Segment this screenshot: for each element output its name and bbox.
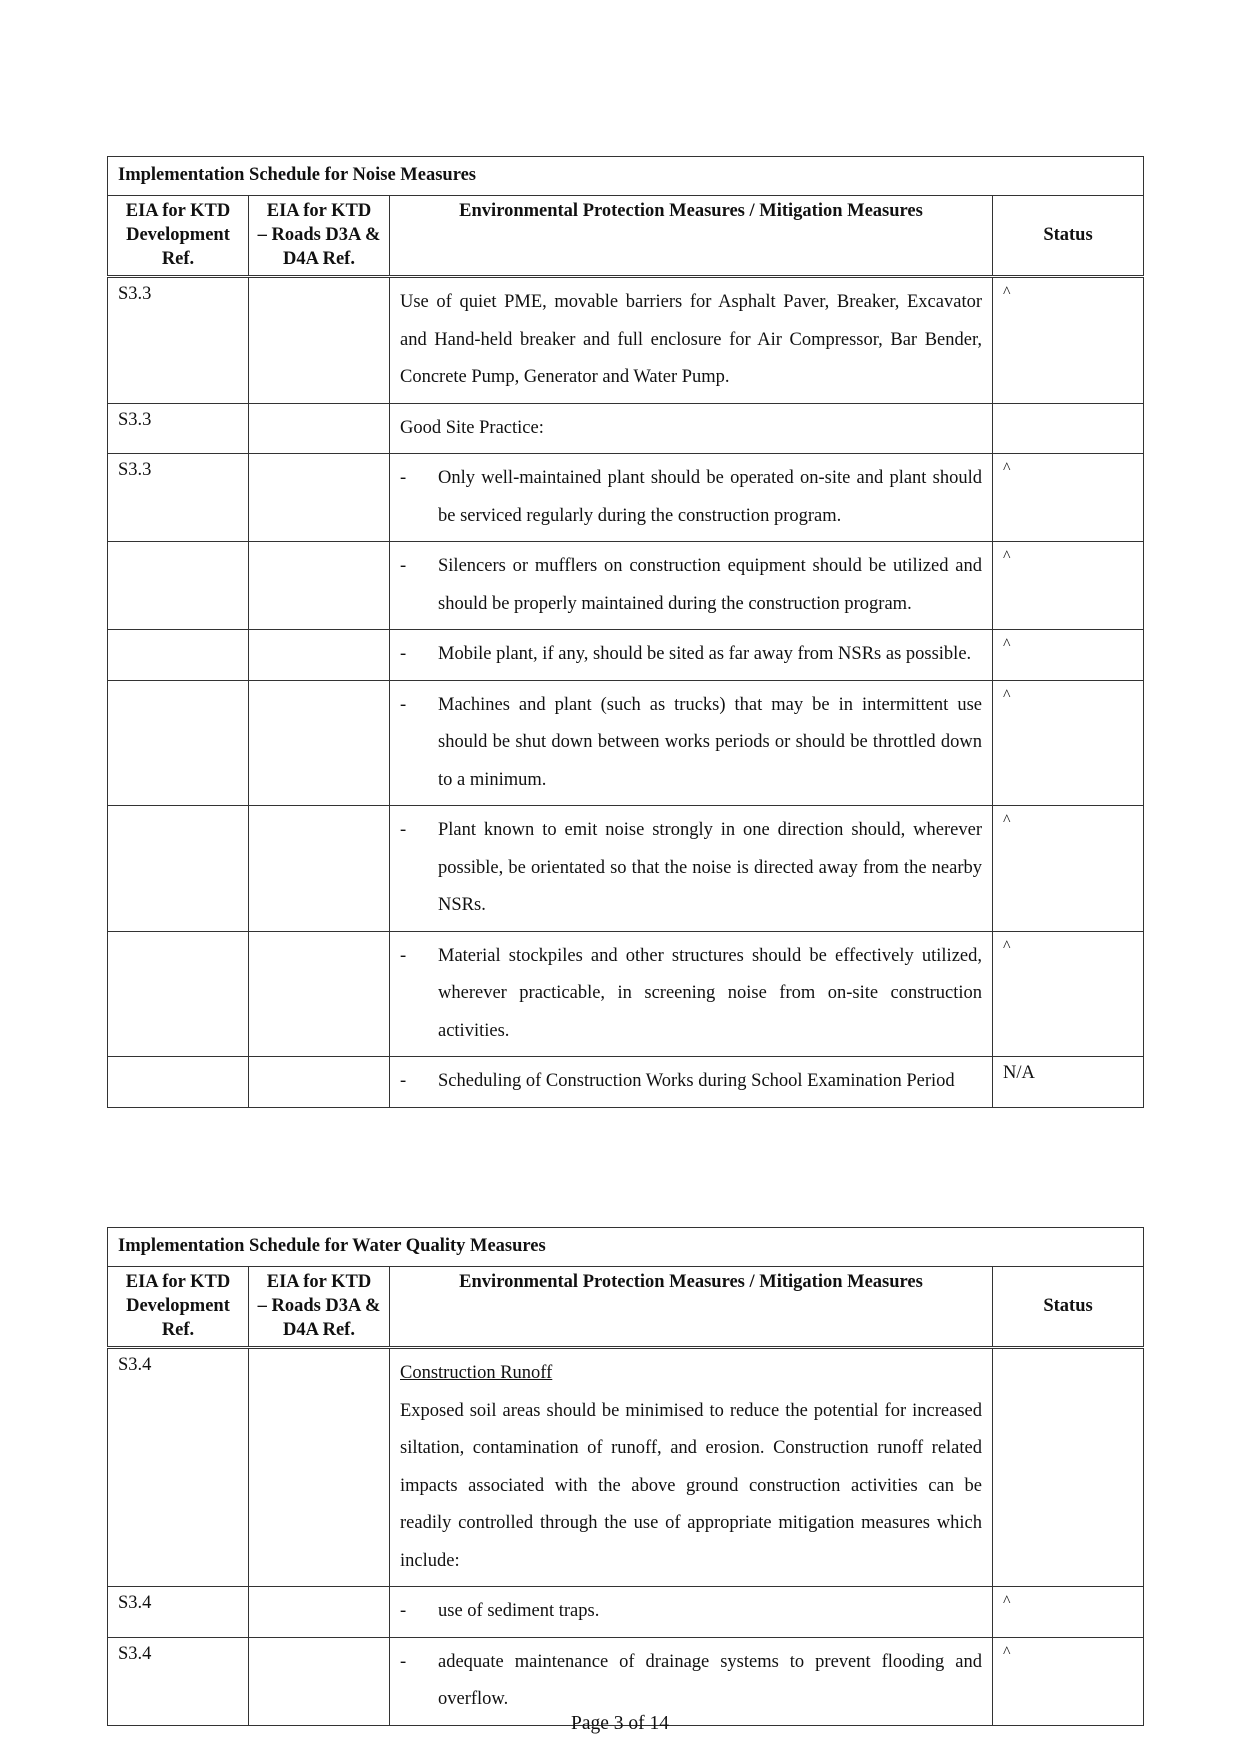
- ktd-development-ref: [108, 931, 249, 1057]
- bullet-dash: -: [400, 556, 407, 576]
- measure-cell: [390, 454, 993, 542]
- header-ref2-rest: – Roads D3A & D4A Ref.: [257, 225, 381, 269]
- bullet-item: [400, 687, 982, 800]
- roads-ref: [249, 1587, 390, 1638]
- status-cell: ^: [993, 1587, 1144, 1638]
- bullet-item: [400, 1063, 982, 1101]
- header-eia-roads-ref: [249, 196, 390, 277]
- measure-text: adequate maintenance of drainage systems to prevent flooding and overflow.: [438, 1651, 982, 1709]
- ktd-development-ref: S3.3: [108, 454, 249, 542]
- roads-ref: [249, 403, 390, 454]
- table-row: [108, 1637, 1144, 1725]
- water-quality-measures-table: [107, 1227, 1144, 1726]
- ktd-development-ref: [108, 680, 249, 806]
- ktd-development-ref: S3.3: [108, 403, 249, 454]
- header-status: Status: [993, 196, 1144, 277]
- table-row: [108, 1348, 1144, 1587]
- roads-ref: [249, 630, 390, 681]
- table-row: [108, 454, 1144, 542]
- ktd-development-ref: S3.4: [108, 1587, 249, 1638]
- noise-measures-table: [107, 156, 1144, 1108]
- status-cell: ^: [993, 806, 1144, 932]
- roads-ref: [249, 931, 390, 1057]
- status-cell: ^: [993, 277, 1144, 404]
- measure-cell: [390, 1348, 993, 1587]
- status-cell: ^: [993, 630, 1144, 681]
- status-cell: [993, 403, 1144, 454]
- page-number: Page 3 of 14: [570, 1713, 670, 1734]
- table-row: [108, 630, 1144, 681]
- table-title: Implementation Schedule for Water Quality Measures: [108, 1228, 1144, 1267]
- bullet-dash: -: [400, 820, 407, 840]
- bullet-item: [400, 636, 982, 674]
- bullet-item: [400, 938, 982, 1051]
- table-row: [108, 680, 1144, 806]
- ktd-development-ref: [108, 1057, 249, 1108]
- bullet-dash: -: [400, 1651, 407, 1672]
- measure-text: Silencers or mufflers on construction equipment should be utilized and should be properly maintained during the construction program.: [438, 556, 982, 614]
- ktd-development-ref: [108, 630, 249, 681]
- bullet-dash: -: [400, 644, 407, 664]
- ktd-development-ref: S3.4: [108, 1637, 249, 1725]
- header-eia-ktd-development-ref: EIA for KTD Development Ref.: [108, 1267, 249, 1348]
- measure-cell: [390, 680, 993, 806]
- status-cell: [993, 1348, 1144, 1587]
- header-ref2-line1: EIA for KTD: [266, 1272, 372, 1292]
- bullet-item: [400, 812, 982, 925]
- ktd-development-ref: S3.3: [108, 277, 249, 404]
- table-title: Implementation Schedule for Noise Measures: [108, 157, 1144, 196]
- measure-text: Exposed soil areas should be minimised to reduce the potential for increased siltation, contamination of runoff, and erosion. Construction runoff related impacts associated with the above ground construction activities can be readily controlled through the use of appropriate mitigation measures which include:: [400, 1400, 982, 1571]
- measure-text: Scheduling of Construction Works during School Examination Period: [438, 1071, 955, 1091]
- roads-ref: [249, 1348, 390, 1587]
- header-eia-roads-ref: [249, 1267, 390, 1348]
- header-measures: Environmental Protection Measures / Mitigation Measures: [390, 196, 993, 277]
- measure-cell: [390, 403, 993, 454]
- bullet-item: [400, 460, 982, 535]
- measure-text: Mobile plant, if any, should be sited as far away from NSRs as possible.: [438, 644, 972, 664]
- bullet-dash: -: [400, 468, 407, 488]
- measure-cell: [390, 542, 993, 630]
- table-row: [108, 403, 1144, 454]
- measure-text: Use of quiet PME, movable barriers for Asphalt Paver, Breaker, Excavator and Hand-held breaker and full enclosure for Air Compressor, Bar Bender, Concrete Pump, Generator and Water Pump.: [400, 292, 982, 387]
- status-cell: ^: [993, 931, 1144, 1057]
- bullet-dash: -: [400, 945, 407, 966]
- measure-text: Plant known to emit noise strongly in one direction should, wherever possible, be orientated so that the noise is directed away from the nearby NSRs.: [438, 820, 982, 915]
- status-cell: ^: [993, 454, 1144, 542]
- measure-text: use of sediment traps.: [438, 1601, 600, 1621]
- ktd-development-ref: [108, 542, 249, 630]
- header-ref2-line1: EIA for KTD: [266, 201, 372, 221]
- roads-ref: [249, 1057, 390, 1108]
- measure-text: Only well-maintained plant should be operated on-site and plant should be serviced regularly during the construction program.: [438, 468, 982, 526]
- measure-cell: [390, 1057, 993, 1108]
- measure-cell: [390, 277, 993, 404]
- table-row: [108, 1057, 1144, 1108]
- header-measures: Environmental Protection Measures / Mitigation Measures: [390, 1267, 993, 1348]
- bullet-item: [400, 548, 982, 623]
- measure-text: Good Site Practice:: [400, 417, 544, 438]
- bullet-item: [400, 1593, 982, 1631]
- measure-cell: [390, 806, 993, 932]
- measure-cell: [390, 1637, 993, 1725]
- status-cell: ^: [993, 1637, 1144, 1725]
- table-row: [108, 277, 1144, 404]
- status-cell: ^: [993, 542, 1144, 630]
- table-row: [108, 542, 1144, 630]
- measure-heading: Construction Runoff: [400, 1363, 553, 1383]
- bullet-dash: -: [400, 694, 407, 715]
- table-row: [108, 1587, 1144, 1638]
- bullet-item: [400, 1644, 982, 1719]
- noise-table-body: [108, 277, 1144, 1108]
- measure-text: Material stockpiles and other structures should be effectively utilized, wherever practicable, in screening noise from on-site construction activities.: [438, 945, 982, 1041]
- roads-ref: [249, 542, 390, 630]
- status-cell: N/A: [993, 1057, 1144, 1108]
- roads-ref: [249, 680, 390, 806]
- measure-cell: [390, 931, 993, 1057]
- header-ref2-rest: – Roads D3A & D4A Ref.: [257, 1296, 381, 1340]
- bullet-dash: -: [400, 1601, 407, 1621]
- measure-cell: [390, 1587, 993, 1638]
- roads-ref: [249, 454, 390, 542]
- roads-ref: [249, 1637, 390, 1725]
- water-table-body: [108, 1348, 1144, 1726]
- header-status: Status: [993, 1267, 1144, 1348]
- table-row: [108, 806, 1144, 932]
- measure-cell: [390, 630, 993, 681]
- roads-ref: [249, 806, 390, 932]
- header-eia-ktd-development-ref: EIA for KTD Development Ref.: [108, 196, 249, 277]
- ktd-development-ref: S3.4: [108, 1348, 249, 1587]
- status-cell: ^: [993, 680, 1144, 806]
- bullet-dash: -: [400, 1071, 407, 1091]
- roads-ref: [249, 277, 390, 404]
- ktd-development-ref: [108, 806, 249, 932]
- table-row: [108, 931, 1144, 1057]
- measure-text: Machines and plant (such as trucks) that may be in intermittent use should be shut down between works periods or should be throttled down to a minimum.: [438, 694, 982, 790]
